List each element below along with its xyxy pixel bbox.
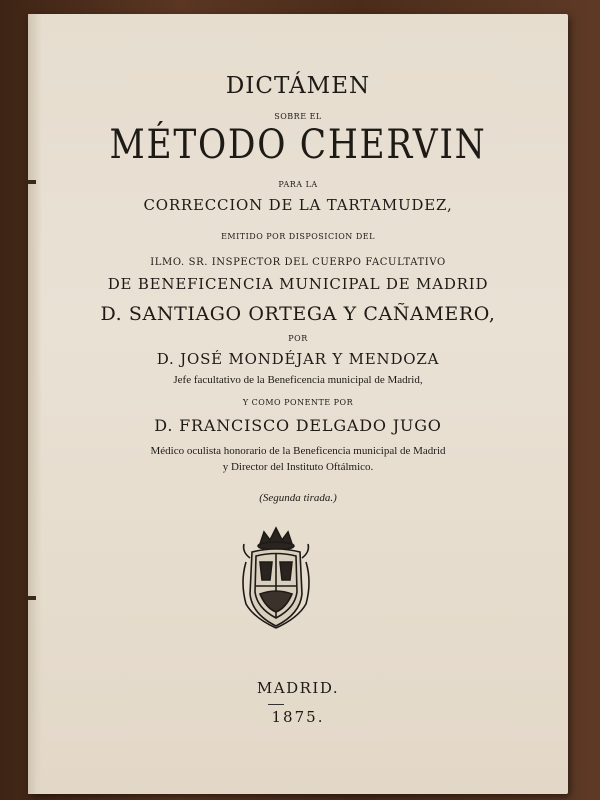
subject-line: CORRECCION DE LA TARTAMUDEZ, [143,196,453,214]
title-metodo-chervin: MÉTODO CHERVIN [109,122,487,168]
director-line: y Director del Instituto Oftálmico. [222,461,374,473]
beneficencia-line: DE BENEFICENCIA MUNICIPAL DE MADRID [107,275,489,293]
label-ponente: Y COMO PONENTE POR [242,398,354,407]
santiago-name: D. SANTIAGO ORTEGA Y CAÑAMERO, [100,303,496,325]
label-para-la: PARA LA [278,180,318,189]
label-sobre-el: SOBRE EL [274,112,322,121]
mondejar-name: D. JOSÉ MONDÉJAR Y MENDOZA [156,350,440,368]
inspector-line: ILMO. SR. INSPECTOR DEL CUERPO FACULTATIVO [150,257,446,268]
title-dictamen: DICTÁMEN [225,73,371,99]
jefe-line: Jefe facultativo de la Beneficencia municipal de Madrid, [173,374,423,386]
binding-stitch [28,596,36,600]
tirada-note: (Segunda tirada.) [259,492,337,504]
city-madrid: MADRID. [256,679,340,697]
label-emitido: EMITIDO POR DISPOSICION DEL [221,232,375,241]
divider-rule [268,704,284,705]
label-por: POR [288,334,308,343]
year-1875: 1875. [271,708,325,726]
madrid-coat-of-arms-icon [230,522,322,634]
delgado-name: D. FRANCISCO DELGADO JUGO [154,416,442,435]
medico-line: Médico oculista honorario de la Beneficencia municipal de Madrid [150,445,446,457]
